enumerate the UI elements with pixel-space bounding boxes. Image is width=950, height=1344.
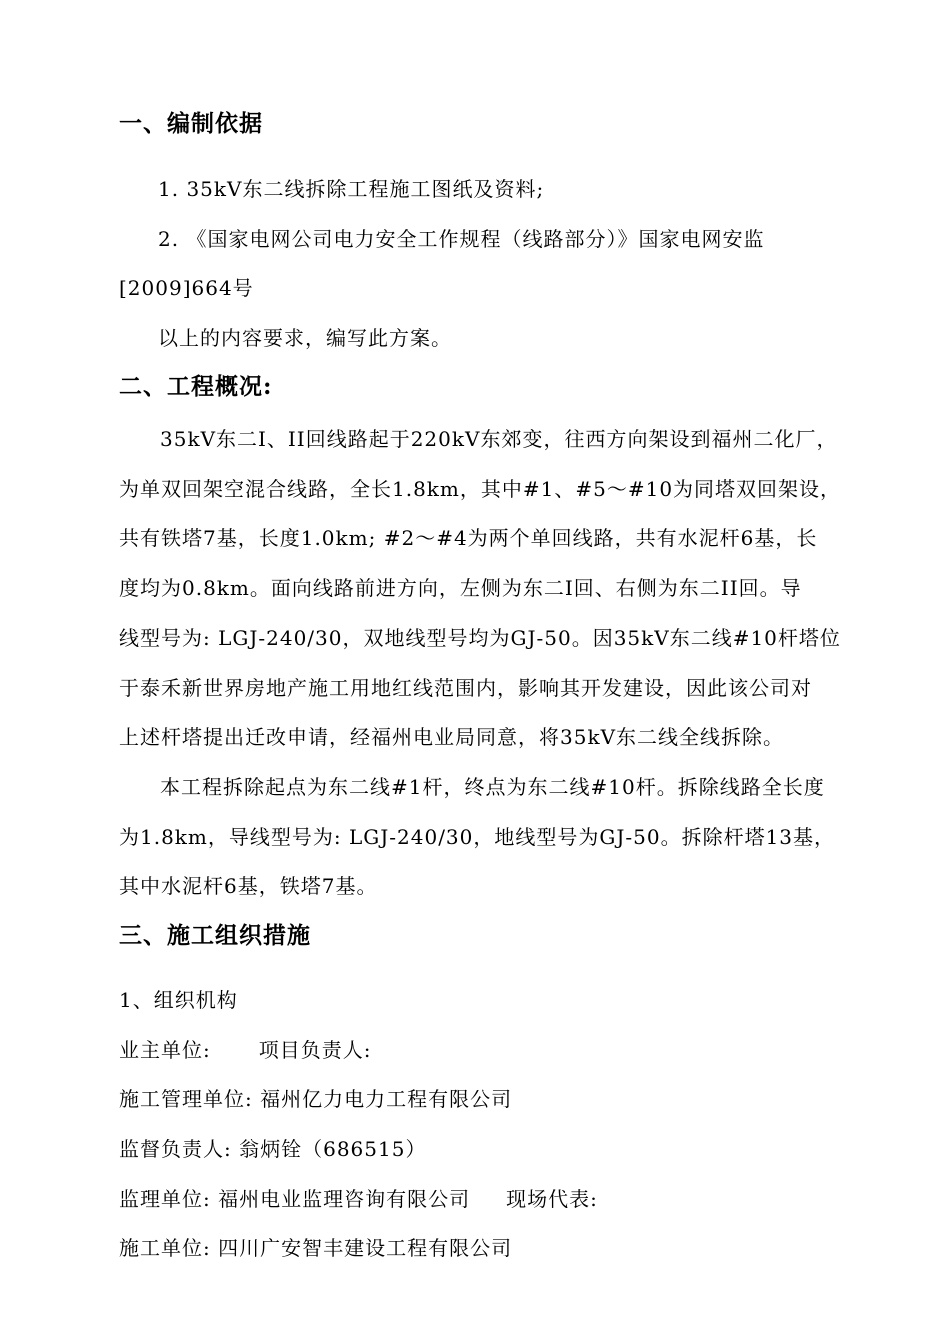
section2-heading: 二、工程概况: [119, 373, 273, 400]
owner-row [119, 1036, 372, 1064]
supervisor: 监督负责人: 翁炳铨（686515） [119, 1137, 427, 1161]
overview-p1-line2: 为单双回架空混合线路，全长1.8km，其中#1、#5～#10为同塔双回架设， [119, 477, 842, 501]
construction-unit: 施工单位: 四川广安智丰建设工程有限公司 [119, 1236, 513, 1260]
overview-p2-line3: 其中水泥杆6基，铁塔7基。 [119, 874, 378, 898]
basis-item-2-line1: 2. 《国家电网公司电力安全工作规程（线路部分）》国家电网安监 [158, 227, 765, 251]
overview-p2-line1: 本工程拆除起点为东二线#1杆，终点为东二线#10杆。拆除线路全长度 [160, 775, 825, 799]
owner-leader-label: 项目负责人: [258, 1038, 372, 1062]
org-subheading: 1、组织机构 [119, 988, 238, 1012]
overview-p1-line3: 共有铁塔7基，长度1.0km; #2～#4为两个单回线路，共有水泥杆6基，长 [119, 526, 818, 550]
site-rep-label: 现场代表: [506, 1187, 598, 1211]
overview-p2-line2: 为1.8km，导线型号为: LGJ-240/30，地线型号为GJ-50。拆除杆塔13基， [119, 825, 836, 849]
overview-p1-line1: 35kV东二Ⅰ、II回线路起于220kV东郊变，往西方向架设到福州二化厂， [160, 427, 838, 451]
overview-p1-line6: 于泰禾新世界房地产施工用地红线范围内，影响其开发建设，因此该公司对 [119, 676, 812, 700]
mgmt-unit: 施工管理单位: 福州亿力电力工程有限公司 [119, 1087, 513, 1111]
supervision-unit: 监理单位: 福州电业监理咨询有限公司 [119, 1187, 471, 1211]
owner-label: 业主单位: [119, 1038, 211, 1062]
basis-closing: 以上的内容要求，编写此方案。 [158, 326, 452, 350]
overview-p1-line5: 线型号为: LGJ-240/30，双地线型号均为GJ-50。因35kV东二线#10杆塔位 [119, 626, 841, 650]
section1-heading: 一、编制依据 [119, 110, 263, 137]
overview-p1-line4: 度均为0.8km。面向线路前进方向，左侧为东二Ⅰ回、右侧为东二II回。导 [119, 576, 802, 600]
section3-heading: 三、施工组织措施 [119, 922, 311, 949]
overview-p1-line7: 上述杆塔提出迁改申请，经福州电业局同意，将35kV东二线全线拆除。 [119, 725, 785, 749]
basis-item-2-line2: [2009]664号 [119, 276, 254, 300]
basis-item-1: 1. 35kV东二线拆除工程施工图纸及资料; [158, 177, 545, 201]
supervision-row [119, 1185, 598, 1213]
